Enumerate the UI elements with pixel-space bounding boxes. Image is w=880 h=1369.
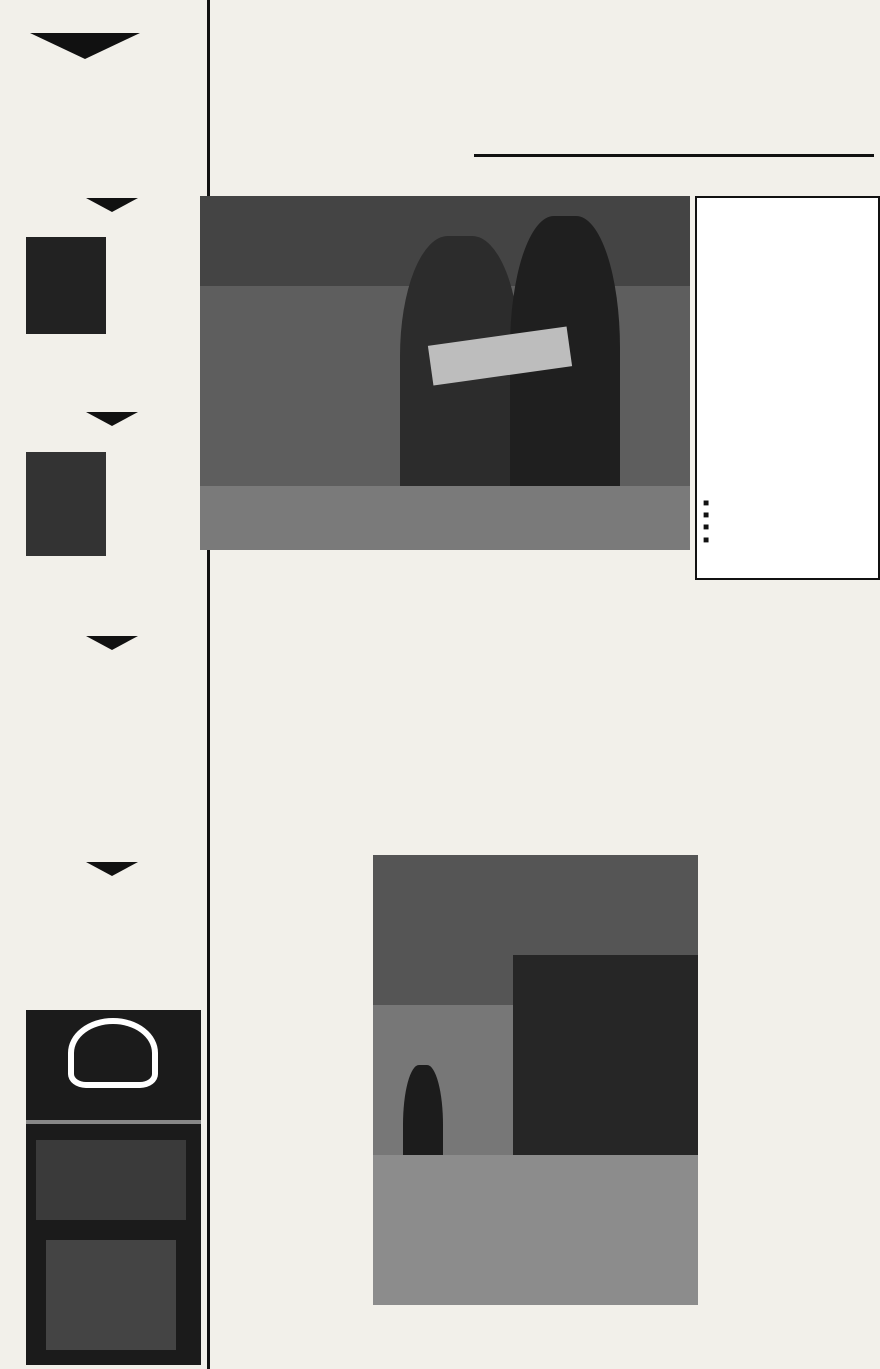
- header-arrow-icon: [30, 33, 140, 59]
- sidebar: [0, 0, 205, 1369]
- bullet-item: ■: [703, 534, 710, 546]
- masthead: [212, 0, 880, 190]
- title-rule: [474, 154, 874, 157]
- section-arrow-icon: [86, 198, 138, 212]
- feature-column-4: [702, 586, 877, 1306]
- section-arrow-icon: [86, 636, 138, 650]
- section-arrow-icon: [86, 412, 138, 426]
- feature-column-2: [373, 586, 533, 856]
- mock-disaster-photo: [373, 855, 698, 1305]
- bullet-item: ■: [703, 498, 710, 509]
- what-to-look-bullets: [703, 498, 875, 547]
- bullet-item: ■: [703, 522, 710, 534]
- section-arrow-icon: [86, 862, 138, 876]
- macleish-photo: [26, 237, 106, 334]
- craig-photo: [26, 452, 106, 556]
- what-to-look-box: [695, 196, 880, 580]
- feature-column-1: [210, 452, 368, 1352]
- bullet-item: ■: [703, 510, 710, 522]
- sidebar-logo-art: [26, 1010, 201, 1365]
- feature-column-3: [537, 586, 697, 856]
